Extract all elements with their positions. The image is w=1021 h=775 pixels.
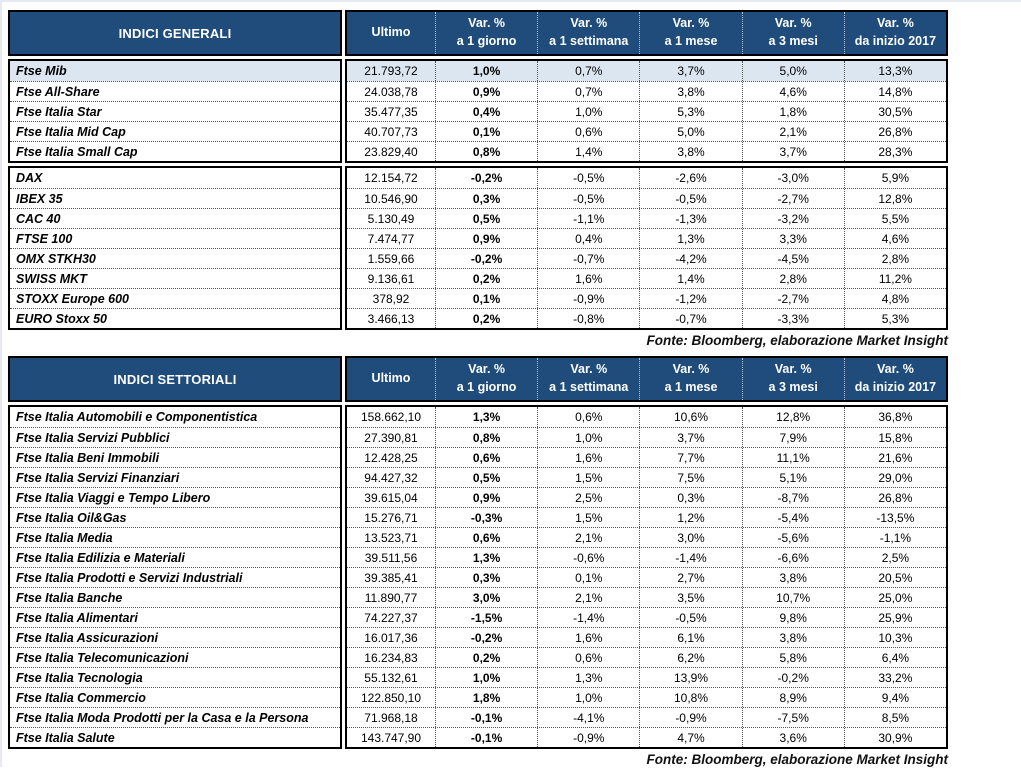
- values-columns: [345, 405, 948, 749]
- column-headers: [345, 356, 948, 402]
- table-row: [347, 527, 946, 547]
- column-header-sublabel: a 1 giorno: [456, 380, 517, 394]
- var-1-giorno-cell: 0,2%: [435, 648, 537, 667]
- var-3-mesi-cell: 1,8%: [742, 102, 844, 121]
- column-header-sublabel: a 3 mesi: [768, 380, 818, 394]
- table-row: [347, 288, 946, 308]
- var-1-giorno-cell: -0,2%: [435, 628, 537, 647]
- var-1-mese-cell: 3,8%: [639, 142, 741, 161]
- table-row: [347, 228, 946, 248]
- table-row: [347, 647, 946, 667]
- var-1-settimana-cell: 0,6%: [537, 122, 639, 141]
- var-da-inizio-2017-cell: 4,6%: [844, 229, 946, 248]
- table-title: INDICI GENERALI: [8, 10, 342, 56]
- var-da-inizio-2017-cell: 30,5%: [844, 102, 946, 121]
- var-1-giorno-cell: 1,3%: [435, 407, 537, 427]
- table-row: [347, 707, 946, 727]
- table-row: [347, 487, 946, 507]
- row-label: Ftse Italia Small Cap: [10, 141, 340, 161]
- ultimo-cell: 1.559,66: [367, 251, 415, 266]
- var-1-mese-cell: 7,5%: [639, 468, 741, 487]
- var-1-settimana-cell: -4,1%: [537, 708, 639, 727]
- column-header-ultimo: [347, 358, 435, 400]
- var-1-settimana-cell: -0,5%: [537, 189, 639, 208]
- ultimo-cell: 21.793,72: [364, 64, 418, 78]
- var-1-settimana-cell: 2,5%: [537, 488, 639, 507]
- var-1-giorno-cell: 0,9%: [435, 488, 537, 507]
- ultimo-cell: 16.234,83: [364, 650, 418, 665]
- var-3-mesi-cell: -5,4%: [742, 508, 844, 527]
- ultimo-cell: 12.428,25: [364, 450, 418, 465]
- row-label: Ftse Italia Media: [10, 527, 340, 547]
- ultimo-cell: 40.707,73: [364, 124, 418, 139]
- table-row: [347, 407, 946, 427]
- ultimo-cell: 3.466,13: [367, 311, 415, 326]
- var-1-mese-cell: 0,3%: [639, 488, 741, 507]
- var-da-inizio-2017-cell: 5,5%: [844, 209, 946, 228]
- var-1-mese-cell: 13,9%: [639, 668, 741, 687]
- column-header-label: Var. %: [876, 16, 914, 31]
- row-label: Ftse Italia Telecomunicazioni: [10, 647, 340, 667]
- var-3-mesi-cell: -3,3%: [742, 309, 844, 328]
- column-header-sublabel: a 1 giorno: [456, 34, 517, 48]
- var-1-settimana-cell: -0,5%: [537, 168, 639, 188]
- table-title: INDICI SETTORIALI: [8, 356, 342, 402]
- var-1-mese-cell: -0,7%: [639, 309, 741, 328]
- var-da-inizio-2017-cell: 5,9%: [844, 168, 946, 188]
- var-da-inizio-2017-cell: 30,9%: [844, 728, 946, 747]
- var-1-settimana-cell: 0,4%: [537, 229, 639, 248]
- column-header-label: Var. %: [774, 16, 812, 31]
- var-1-settimana-cell: 0,1%: [537, 568, 639, 587]
- row-label: FTSE 100: [10, 228, 340, 248]
- var-1-mese-cell: 5,0%: [639, 122, 741, 141]
- var-1-giorno-cell: 0,8%: [435, 428, 537, 447]
- var-1-settimana-cell: 1,4%: [537, 142, 639, 161]
- ultimo-cell: 13.523,71: [364, 530, 418, 545]
- var-3-mesi-cell: 11,1%: [742, 448, 844, 467]
- var-da-inizio-2017-cell: 10,3%: [844, 628, 946, 647]
- column-header-var-1-settimana: [537, 12, 639, 54]
- column-header-sublabel: a 1 mese: [664, 34, 718, 48]
- column-header-label: Ultimo: [371, 25, 411, 40]
- market-indices-report: [0, 10, 1021, 767]
- var-1-settimana-cell: -1,4%: [537, 608, 639, 627]
- table-row: [347, 607, 946, 627]
- table-row: [347, 61, 946, 81]
- table-block: [8, 59, 948, 163]
- column-header-sublabel: a 1 settimana: [549, 380, 629, 394]
- var-1-mese-cell: -0,9%: [639, 708, 741, 727]
- values-columns: [345, 59, 948, 163]
- column-headers: [345, 10, 948, 56]
- var-da-inizio-2017-cell: 28,3%: [844, 142, 946, 161]
- var-1-mese-cell: 1,2%: [639, 508, 741, 527]
- var-1-settimana-cell: 1,0%: [537, 688, 639, 707]
- ultimo-cell: 143.747,90: [360, 730, 422, 745]
- var-3-mesi-cell: -4,5%: [742, 249, 844, 268]
- var-3-mesi-cell: 3,6%: [742, 728, 844, 747]
- var-1-mese-cell: 5,3%: [639, 102, 741, 121]
- var-1-settimana-cell: -0,9%: [537, 289, 639, 308]
- row-labels-column: [8, 59, 342, 163]
- var-3-mesi-cell: 5,8%: [742, 648, 844, 667]
- var-1-giorno-cell: -1,5%: [435, 608, 537, 627]
- var-da-inizio-2017-cell: 36,8%: [844, 407, 946, 427]
- var-1-mese-cell: -1,2%: [639, 289, 741, 308]
- var-1-settimana-cell: -0,8%: [537, 309, 639, 328]
- column-header-label: Var. %: [876, 362, 914, 377]
- row-label: Ftse Mib: [10, 61, 340, 81]
- var-1-settimana-cell: 1,0%: [537, 102, 639, 121]
- var-1-giorno-cell: 3,0%: [435, 588, 537, 607]
- table-row: [347, 208, 946, 228]
- column-header-var-3-mesi: [742, 12, 844, 54]
- var-1-giorno-cell: -0,1%: [435, 728, 537, 747]
- var-3-mesi-cell: 3,3%: [742, 229, 844, 248]
- table-row: [347, 687, 946, 707]
- ultimo-cell: 122.850,10: [360, 690, 422, 705]
- row-label: STOXX Europe 600: [10, 288, 340, 308]
- row-label: DAX: [16, 171, 43, 185]
- column-header-sublabel: a 3 mesi: [768, 34, 818, 48]
- table-row: [347, 727, 946, 747]
- var-3-mesi-cell: -8,7%: [742, 488, 844, 507]
- var-1-giorno-cell: 0,9%: [435, 229, 537, 248]
- var-1-mese-cell: 10,6%: [639, 407, 741, 427]
- table-row: [347, 447, 946, 467]
- var-3-mesi-cell: -2,7%: [742, 189, 844, 208]
- var-1-mese-cell: -4,2%: [639, 249, 741, 268]
- var-3-mesi-cell: 10,7%: [742, 588, 844, 607]
- var-da-inizio-2017-cell: 25,0%: [844, 588, 946, 607]
- var-1-giorno-cell: 0,3%: [435, 189, 537, 208]
- var-da-inizio-2017-cell: 2,5%: [844, 548, 946, 567]
- var-3-mesi-cell: -3,2%: [742, 209, 844, 228]
- row-label: Ftse All-Share: [10, 81, 340, 101]
- var-3-mesi-cell: -0,2%: [742, 668, 844, 687]
- var-1-giorno-cell: 0,5%: [435, 209, 537, 228]
- var-3-mesi-cell: 8,9%: [742, 688, 844, 707]
- ultimo-cell: 39.615,04: [364, 490, 418, 505]
- row-label: Ftse Italia Tecnologia: [10, 667, 340, 687]
- row-label: SWISS MKT: [10, 268, 340, 288]
- table-row: [347, 121, 946, 141]
- var-1-settimana-cell: 0,6%: [537, 407, 639, 427]
- var-1-mese-cell: 10,8%: [639, 688, 741, 707]
- table-block: [8, 405, 948, 749]
- row-label: Ftse Italia Assicurazioni: [10, 627, 340, 647]
- row-label: Ftse Italia Prodotti e Servizi Industriali: [10, 567, 340, 587]
- var-1-giorno-cell: 0,3%: [435, 568, 537, 587]
- var-1-giorno-cell: -0,2%: [435, 249, 537, 268]
- column-header-var-da-inizio-2017: [844, 358, 946, 400]
- var-1-mese-cell: 1,4%: [639, 269, 741, 288]
- var-3-mesi-cell: -6,6%: [742, 548, 844, 567]
- row-label: OMX STKH30: [10, 248, 340, 268]
- var-1-giorno-cell: 0,4%: [435, 102, 537, 121]
- indici-generali-table: [8, 10, 948, 330]
- var-da-inizio-2017-cell: 25,9%: [844, 608, 946, 627]
- table-row: [347, 168, 946, 188]
- table-row: [347, 101, 946, 121]
- var-3-mesi-cell: 5,0%: [742, 61, 844, 81]
- row-label: CAC 40: [10, 208, 340, 228]
- column-header-var-1-mese: [639, 12, 741, 54]
- ultimo-cell: 23.829,40: [364, 144, 418, 159]
- var-3-mesi-cell: 5,1%: [742, 468, 844, 487]
- var-1-mese-cell: -1,3%: [639, 209, 741, 228]
- var-1-mese-cell: -2,6%: [639, 168, 741, 188]
- column-header-var-3-mesi: [742, 358, 844, 400]
- column-header-var-da-inizio-2017: [844, 12, 946, 54]
- row-label: Ftse Italia Beni Immobili: [10, 447, 340, 467]
- row-labels-column: [8, 166, 342, 330]
- ultimo-cell: 71.968,18: [364, 710, 418, 725]
- table-row: [347, 507, 946, 527]
- row-label: Ftse Italia Alimentari: [10, 607, 340, 627]
- column-header-label: Var. %: [468, 362, 506, 377]
- var-3-mesi-cell: 2,1%: [742, 122, 844, 141]
- var-3-mesi-cell: -3,0%: [742, 168, 844, 188]
- column-header-var-1-settimana: [537, 358, 639, 400]
- column-header-var-1-giorno: [435, 12, 537, 54]
- row-label: Ftse Italia Viaggi e Tempo Libero: [10, 487, 340, 507]
- var-1-settimana-cell: 1,6%: [537, 628, 639, 647]
- var-da-inizio-2017-cell: 9,4%: [844, 688, 946, 707]
- var-da-inizio-2017-cell: 15,8%: [844, 428, 946, 447]
- table-row: [347, 567, 946, 587]
- ultimo-cell: 39.511,56: [364, 550, 418, 565]
- table-row: [347, 268, 946, 288]
- ultimo-cell: 158.662,10: [360, 410, 422, 424]
- column-header-label: Var. %: [570, 16, 608, 31]
- values-columns: [345, 166, 948, 330]
- var-1-settimana-cell: 2,1%: [537, 528, 639, 547]
- var-3-mesi-cell: 9,8%: [742, 608, 844, 627]
- column-header-ultimo: [347, 12, 435, 54]
- table-row: [347, 141, 946, 161]
- var-1-settimana-cell: 1,5%: [537, 508, 639, 527]
- row-labels-column: [8, 405, 342, 749]
- var-3-mesi-cell: -2,7%: [742, 289, 844, 308]
- var-1-giorno-cell: 1,8%: [435, 688, 537, 707]
- ultimo-cell: 55.132,61: [364, 670, 418, 685]
- table-row: [347, 667, 946, 687]
- table-row: [347, 467, 946, 487]
- source-note-settoriali: Fonte: Bloomberg, elaborazione Market Insight: [646, 752, 948, 767]
- var-da-inizio-2017-cell: 33,2%: [844, 668, 946, 687]
- var-1-giorno-cell: 0,8%: [435, 142, 537, 161]
- var-1-giorno-cell: 0,1%: [435, 122, 537, 141]
- var-da-inizio-2017-cell: 26,8%: [844, 122, 946, 141]
- ultimo-cell: 35.477,35: [364, 104, 418, 119]
- var-1-mese-cell: 7,7%: [639, 448, 741, 467]
- var-1-settimana-cell: 0,6%: [537, 648, 639, 667]
- var-da-inizio-2017-cell: -13,5%: [844, 508, 946, 527]
- var-1-settimana-cell: 1,6%: [537, 269, 639, 288]
- row-label: Ftse Italia Automobili e Componentistica: [16, 410, 258, 424]
- row-label: Ftse Italia Oil&Gas: [10, 507, 340, 527]
- ultimo-cell: 16.017,36: [364, 630, 418, 645]
- var-da-inizio-2017-cell: -1,1%: [844, 528, 946, 547]
- table-row: [347, 248, 946, 268]
- var-1-settimana-cell: -0,9%: [537, 728, 639, 747]
- ultimo-cell: 5.130,49: [367, 211, 415, 226]
- ultimo-cell: 94.427,32: [364, 470, 418, 485]
- var-1-mese-cell: 6,2%: [639, 648, 741, 667]
- var-1-mese-cell: -0,5%: [639, 189, 741, 208]
- table-row: [347, 547, 946, 567]
- var-1-giorno-cell: 0,2%: [435, 309, 537, 328]
- column-header-label: Var. %: [672, 362, 710, 377]
- var-1-mese-cell: 6,1%: [639, 628, 741, 647]
- var-1-giorno-cell: -0,3%: [435, 508, 537, 527]
- table-row: [347, 427, 946, 447]
- row-label: Ftse Italia Edilizia e Materiali: [10, 547, 340, 567]
- table-header-row: [8, 356, 948, 402]
- var-da-inizio-2017-cell: 6,4%: [844, 648, 946, 667]
- var-1-settimana-cell: 1,5%: [537, 468, 639, 487]
- var-1-mese-cell: 3,5%: [639, 588, 741, 607]
- ultimo-cell: 39.385,41: [364, 570, 418, 585]
- var-1-mese-cell: 2,7%: [639, 568, 741, 587]
- var-da-inizio-2017-cell: 2,8%: [844, 249, 946, 268]
- table-header-row: [8, 10, 948, 56]
- var-1-mese-cell: 3,8%: [639, 82, 741, 101]
- var-da-inizio-2017-cell: 20,5%: [844, 568, 946, 587]
- var-1-settimana-cell: 1,6%: [537, 448, 639, 467]
- var-1-settimana-cell: -0,7%: [537, 249, 639, 268]
- row-label: Ftse Italia Star: [10, 101, 340, 121]
- var-1-mese-cell: 3,7%: [639, 428, 741, 447]
- var-1-settimana-cell: 0,7%: [537, 61, 639, 81]
- row-label: Ftse Italia Commercio: [10, 687, 340, 707]
- var-1-mese-cell: -0,5%: [639, 608, 741, 627]
- var-1-giorno-cell: 0,1%: [435, 289, 537, 308]
- column-header-sublabel: da inizio 2017: [854, 380, 937, 394]
- row-label: Ftse Italia Mid Cap: [10, 121, 340, 141]
- var-1-mese-cell: -1,4%: [639, 548, 741, 567]
- var-1-giorno-cell: 0,6%: [435, 528, 537, 547]
- column-header-sublabel: da inizio 2017: [854, 34, 937, 48]
- row-label: Ftse Italia Servizi Finanziari: [10, 467, 340, 487]
- ultimo-cell: 12.154,72: [364, 171, 418, 185]
- ultimo-cell: 74.227,37: [364, 610, 418, 625]
- var-1-settimana-cell: -0,6%: [537, 548, 639, 567]
- var-3-mesi-cell: 3,8%: [742, 628, 844, 647]
- var-1-giorno-cell: -0,1%: [435, 708, 537, 727]
- column-header-sublabel: a 1 settimana: [549, 34, 629, 48]
- ultimo-cell: 15.276,71: [364, 510, 418, 525]
- var-3-mesi-cell: 3,8%: [742, 568, 844, 587]
- column-header-label: Ultimo: [371, 371, 411, 386]
- var-1-mese-cell: 3,0%: [639, 528, 741, 547]
- ultimo-cell: 9.136,61: [367, 271, 415, 286]
- var-da-inizio-2017-cell: 29,0%: [844, 468, 946, 487]
- var-3-mesi-cell: 4,6%: [742, 82, 844, 101]
- ultimo-cell: 11.890,77: [364, 590, 418, 605]
- source-note-generali: Fonte: Bloomberg, elaborazione Market Insight: [646, 333, 948, 348]
- row-label: Ftse Italia Banche: [10, 587, 340, 607]
- var-3-mesi-cell: -5,6%: [742, 528, 844, 547]
- column-header-label: Var. %: [468, 16, 506, 31]
- ultimo-cell: 10.546,90: [364, 191, 418, 206]
- row-label: EURO Stoxx 50: [10, 308, 340, 328]
- var-da-inizio-2017-cell: 11,2%: [844, 269, 946, 288]
- table-block: [8, 166, 948, 330]
- table-row: [347, 627, 946, 647]
- var-1-settimana-cell: 1,3%: [537, 668, 639, 687]
- row-label: Ftse Italia Servizi Pubblici: [10, 427, 340, 447]
- column-header-label: Var. %: [774, 362, 812, 377]
- table-row: [347, 81, 946, 101]
- ultimo-cell: 378,92: [372, 291, 410, 306]
- var-1-settimana-cell: -1,1%: [537, 209, 639, 228]
- var-1-giorno-cell: 1,0%: [435, 668, 537, 687]
- var-da-inizio-2017-cell: 8,5%: [844, 708, 946, 727]
- var-1-giorno-cell: 1,0%: [435, 61, 537, 81]
- column-header-label: Var. %: [672, 16, 710, 31]
- indici-settoriali-table: [8, 356, 948, 749]
- var-1-mese-cell: 3,7%: [639, 61, 741, 81]
- var-1-mese-cell: 4,7%: [639, 728, 741, 747]
- var-da-inizio-2017-cell: 26,8%: [844, 488, 946, 507]
- column-header-var-1-giorno: [435, 358, 537, 400]
- ultimo-cell: 24.038,78: [364, 84, 418, 99]
- var-1-giorno-cell: -0,2%: [435, 168, 537, 188]
- ultimo-cell: 7.474,77: [367, 231, 415, 246]
- column-header-sublabel: a 1 mese: [664, 380, 718, 394]
- var-1-giorno-cell: 0,5%: [435, 468, 537, 487]
- var-3-mesi-cell: 3,7%: [742, 142, 844, 161]
- var-da-inizio-2017-cell: 13,3%: [844, 61, 946, 81]
- table-row: [347, 308, 946, 328]
- table-row: [347, 587, 946, 607]
- var-1-mese-cell: 1,3%: [639, 229, 741, 248]
- row-label: IBEX 35: [10, 188, 340, 208]
- var-1-settimana-cell: 2,1%: [537, 588, 639, 607]
- var-1-giorno-cell: 0,6%: [435, 448, 537, 467]
- var-3-mesi-cell: 12,8%: [742, 407, 844, 427]
- var-da-inizio-2017-cell: 4,8%: [844, 289, 946, 308]
- var-1-settimana-cell: 1,0%: [537, 428, 639, 447]
- var-1-settimana-cell: 0,7%: [537, 82, 639, 101]
- column-header-var-1-mese: [639, 358, 741, 400]
- ultimo-cell: 27.390,81: [364, 430, 418, 445]
- table-row: [347, 188, 946, 208]
- var-1-giorno-cell: 1,3%: [435, 548, 537, 567]
- var-3-mesi-cell: 2,8%: [742, 269, 844, 288]
- var-3-mesi-cell: 7,9%: [742, 428, 844, 447]
- var-3-mesi-cell: -7,5%: [742, 708, 844, 727]
- var-1-giorno-cell: 0,9%: [435, 82, 537, 101]
- row-label: Ftse Italia Moda Prodotti per la Casa e la Persona: [10, 707, 340, 727]
- var-da-inizio-2017-cell: 12,8%: [844, 189, 946, 208]
- var-1-giorno-cell: 0,2%: [435, 269, 537, 288]
- var-da-inizio-2017-cell: 21,6%: [844, 448, 946, 467]
- row-label: Ftse Italia Salute: [10, 727, 340, 747]
- column-header-label: Var. %: [570, 362, 608, 377]
- var-da-inizio-2017-cell: 14,8%: [844, 82, 946, 101]
- var-da-inizio-2017-cell: 5,3%: [844, 309, 946, 328]
